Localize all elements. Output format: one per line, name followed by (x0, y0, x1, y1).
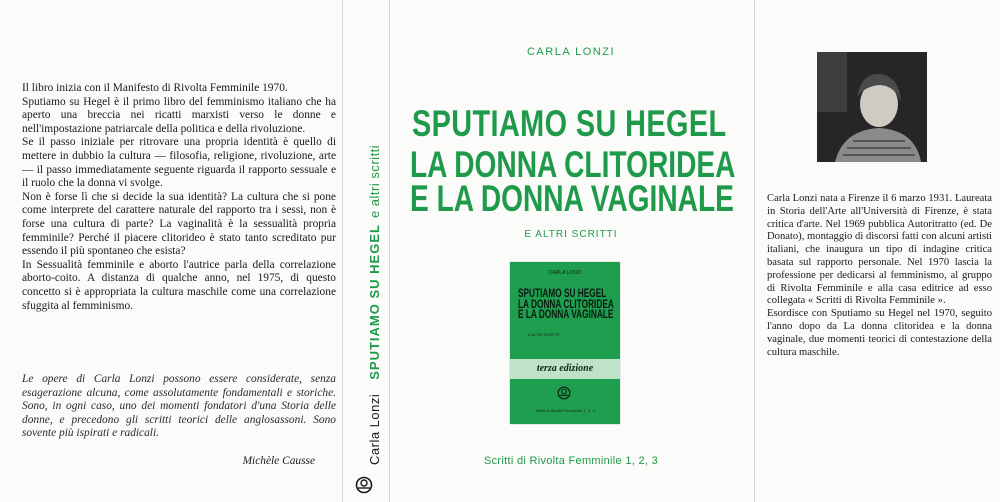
cover-title-2a: LA DONNA CLITORIDEA (410, 144, 736, 185)
inset-author: CARLA LONZI (548, 270, 582, 276)
spine-author: Carla Lonzi (367, 393, 382, 465)
bio-paragraph: Carla Lonzi nata a Firenze il 6 marzo 1931. Laureata in Storia dell'Arte all'Università di Firenze, è stata critica d'arte. Nel 1969 pubblica Autoritratto (ed. De Donato), montaggio di discorsi fatti con alcuni artisti italiani, che inaugura un tipo di indagine critica basata sul rapporto personale. Nel 1970 lascia la professione per dedicarsi al femminismo, al gruppo di Rivolta Femminile e alla casa editrice ad esso collegata « Scritti di Rivolta Femminile ». (767, 193, 992, 307)
author-photo (817, 52, 927, 162)
back-paragraph: Il libro inizia con il Manifesto di Rivolta Femminile 1970. (22, 82, 288, 94)
cover-title: SPUTIAMO SU HEGEL (412, 103, 727, 144)
spine-text (367, 145, 382, 465)
cover-title-2 (410, 144, 736, 219)
inset-subtitle: E ALTRI SCRITTI (528, 332, 560, 337)
cover-series: Scritti di Rivolta Femminile 1, 2, 3 (483, 455, 659, 467)
inset-title-line: LA DONNA CLITORIDEA (518, 298, 614, 311)
inset-edition: terza edizione (536, 363, 594, 374)
cover-title-2b: E LA DONNA VAGINALE (410, 178, 734, 219)
inset-title-line: SPUTIAMO SU HEGEL (518, 288, 607, 300)
inset-title (518, 288, 614, 321)
spine (346, 0, 388, 502)
inset-series: Scritti di Rivolta Femminile 1, 2, 3 (535, 408, 595, 413)
cover-author: CARLA LONZI (526, 46, 616, 58)
quote-author: Michèle Causse (242, 455, 315, 467)
back-paragraph: In Sessualità femminile e aborto l'autrice parla della correlazione aborto-coito. A distanza di qualche anno, nel 1975, di questo concetto si è appropriata la cultura maschile come una correlazione sfuggita al femminismo. (22, 258, 336, 312)
back-paragraph: Non è forse lì che si decide la sua identità? La cultura che si pone come interprete del carattere naturale del rapporto tra i sessi, non è forse una cultura di parte? La vaginalità è la sessualità propria femminile? Perché il piacere clitorideo è stato tanto screditato pur essendo il più spontaneo che esista? (22, 190, 336, 258)
spine-subtitle: e altri scritti (367, 144, 382, 219)
cover-subtitle: E ALTRI SCRITTI (524, 229, 618, 240)
bio-paragraph: Esordisce con Sputiamo su Hegel nel 1970, seguito l'anno dopo da La donna clitoridea e la donna vaginale, due momenti teorici di contestazione della cultura maschile. (767, 308, 992, 358)
front-flap (757, 0, 1000, 502)
rivolta-logo-icon (355, 476, 373, 494)
inset-book-image (510, 262, 620, 424)
inset-title-line: E LA DONNA VAGINALE (518, 309, 614, 321)
back-quote: Le opere di Carla Lonzi possono essere considerate, senza esagerazione alcuna, come assolutamente fondamentali e storiche. Sono, in ogni caso, uno dei momenti fondatori d'una Storia delle donne, e precedono gli scritti teorici delle anglosassoni. Sono sovente più ispirati e radicali. (22, 373, 336, 440)
front-cover (390, 0, 752, 502)
fold-line (754, 0, 755, 502)
back-paragraph: Se il passo iniziale per ritrovare una propria identità è quello di mettere in dubbio la cultura — filosofia, religione, rivoluzione, arte — il passo immediatamente seguente riguarda il rapporto sessuale e il ruolo che la donna vi svolge. (22, 136, 336, 190)
back-paragraph: Sputiamo su Hegel è il primo libro del femminismo italiano che ha aperto una breccia nei ricatti marxisti verso le donne e nell'impostazione patriarcale della politica e della rivoluzione. (22, 95, 336, 135)
spine-title: SPUTIAMO SU HEGEL (367, 224, 382, 380)
rivolta-logo-icon (557, 386, 571, 400)
back-flap-text (22, 82, 336, 313)
fold-line (342, 0, 343, 502)
author-bio (767, 193, 992, 359)
back-flap (0, 0, 340, 502)
